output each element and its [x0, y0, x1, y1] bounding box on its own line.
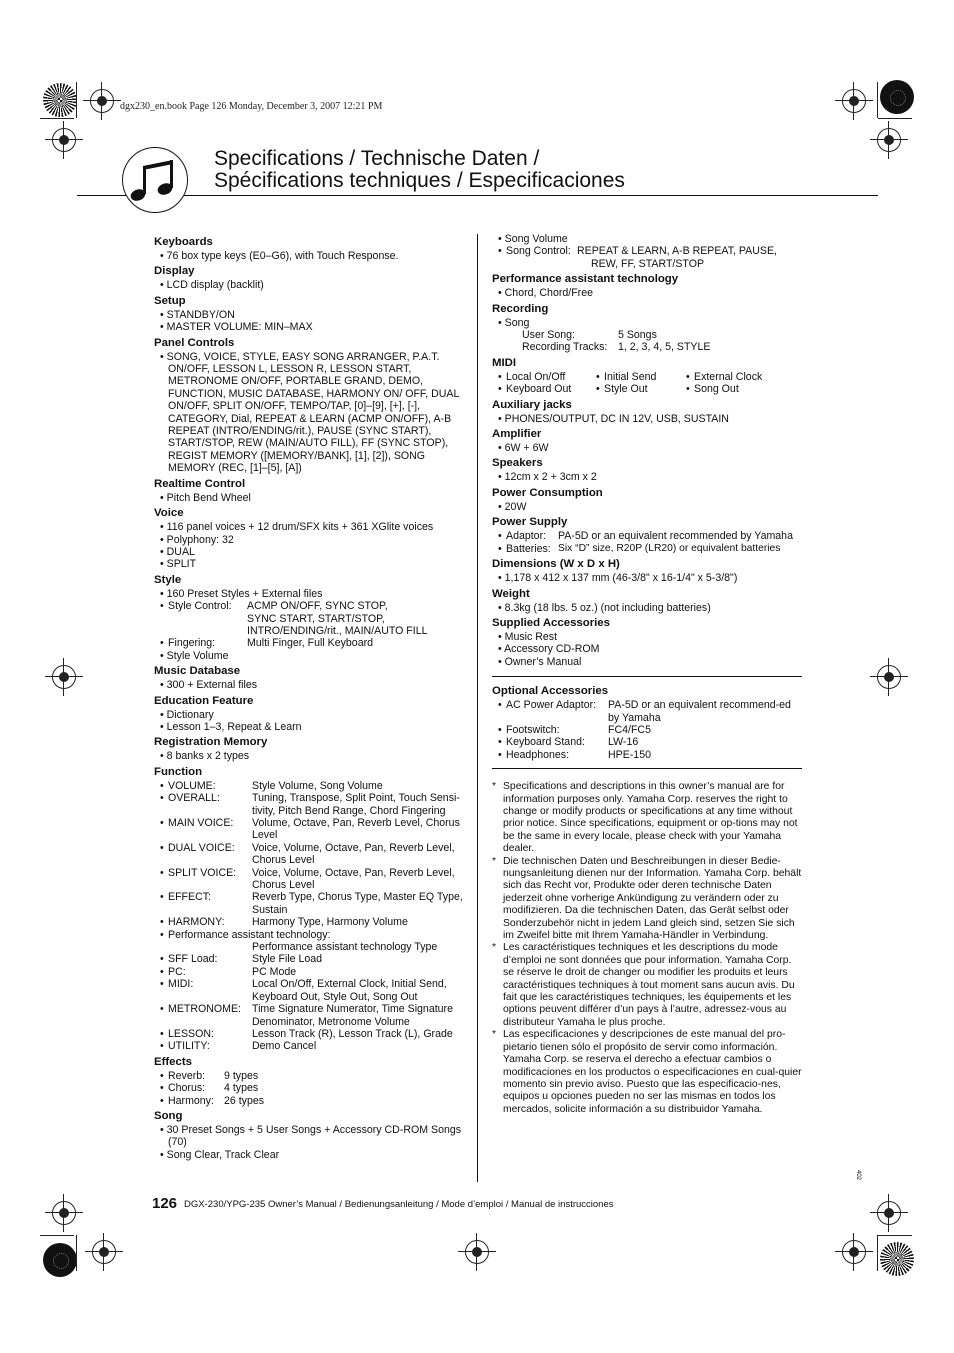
spec-item: • 12cm x 2 + 3cm x 2 [492, 471, 802, 483]
spec-row: • Fingering: Multi Finger, Full Keyboard [154, 637, 464, 649]
spec-item: • SONG, VOICE, STYLE, EASY SONG ARRANGER, P.A.T. ON/OFF, LESSON L, LESSON R, LESSON START, METRONOME ON/OFF, PORTABLE GRAND, DEMO, FUNCTION, MUSIC DATABASE, HARMONY ON/ OFF, DUAL ON/OFF, SPLIT ON/OFF, TEMPO/TAP, [0]–[9], [+], [-], CATEGORY, Dial, REPEAT & LEARN (ACMP ON/OFF), A-B REPEAT (INTRO/ENDING/rit.), PAUSE (SYNC START), START/STOP, REW (MAIN/AUTO FILL), FF (SYNC STOP), REGIST MEMORY ([MEMORY/BANK], [1], [2]), SONG MEMORY (REC, [1]–[5], [A]) [154, 351, 464, 475]
function-row: • SPLIT VOICE: Voice, Volume, Octave, Pan, Reverb Level, Chorus Level [154, 867, 464, 892]
function-row: • HARMONY: Harmony Type, Harmony Volume [154, 916, 464, 928]
title-line-1: Specifications / Technische Daten / [214, 147, 540, 170]
spec-item: • STANDBY/ON [154, 309, 464, 321]
spec-item: • 8 banks x 2 types [154, 750, 464, 762]
function-row: • UTILITY: Demo Cancel [154, 1040, 464, 1052]
spec-row: • Adaptor: PA-5D or an equivalent recommended by Yamaha [492, 530, 802, 542]
spec-item: • 76 box type keys (E0–G6), with Touch Response. [154, 250, 464, 262]
spec-row: • Style Control: ACMP ON/OFF, SYNC STOP, SYNC START, START/STOP, INTRO/ENDING/rit., MAIN/AUTO FILL [154, 600, 464, 637]
spec-item: • Lesson 1–3, Repeat & Learn [154, 721, 464, 733]
function-row: • VOLUME: Style Volume, Song Volume [154, 780, 464, 792]
spec-item: • MASTER VOLUME: MIN–MAX [154, 321, 464, 333]
section-heading: Speakers [492, 457, 543, 470]
section-heading: Power Consumption [492, 486, 603, 499]
spec-item: • Song Volume [492, 233, 802, 245]
section-heading: Weight [492, 587, 530, 600]
midi-row: • Local On/Off • Initial Send • External Clock [492, 371, 802, 383]
spec-row: • Headphones: HPE-150 [492, 749, 802, 761]
music-note-icon [122, 147, 188, 213]
spec-item: • 6W + 6W [492, 442, 802, 454]
function-row: • OVERALL: Tuning, Transpose, Split Point, Touch Sensi-tivity, Pitch Bend Range, Chord Fingering [154, 792, 464, 817]
page-number: 126 [152, 1195, 178, 1212]
effect-row: • Chorus: 4 types [154, 1082, 464, 1094]
section-heading: Music Database [154, 665, 241, 678]
section-heading: Amplifier [492, 428, 542, 441]
side-code: 402 [855, 1169, 862, 1181]
section-divider [492, 768, 802, 769]
function-row: Performance assistant technology Type [252, 941, 438, 954]
spec-item: • 116 panel voices + 12 drum/SFX kits + 361 XGlite voices [154, 521, 464, 533]
file-info: dgx230_en.book Page 126 Monday, December 3, 2007 12:21 PM [120, 101, 383, 112]
spec-item: • Chord, Chord/Free [492, 287, 802, 299]
effect-row: • Reverb: 9 types [154, 1070, 464, 1082]
spec-row: • Keyboard Stand: LW-16 [492, 736, 802, 748]
spec-item: • DUAL [154, 546, 464, 558]
section-heading: Song [154, 1109, 183, 1122]
spec-row: REW, FF, START/STOP [591, 257, 705, 270]
spec-item: • 300 + External files [154, 679, 464, 691]
disclaimer-french: * Les caractéristiques techniques et les descriptions du mode d’emploi ne sont données que pour information. Yamaha Corp. se réserve le droit de changer ou modifier les produits et leurs caractéristiques techniques à tout moment sans aucun avis. Du fait que les caractéristiques techniques, les équipements et les options peuvent différer d’un pays à l’autre, adressez-vous au distributeur Yamaha le plus proche. [492, 942, 795, 1028]
section-heading: Registration Memory [154, 736, 268, 749]
spec-item: • 20W [492, 501, 802, 513]
spec-row: Recording Tracks: 1, 2, 3, 4, 5, STYLE [522, 341, 711, 354]
spec-item: • SPLIT [154, 558, 464, 570]
disclaimer-english: * Specifications and descriptions in this owner’s manual are for information purposes only. Yamaha Corp. reserves the right to change or modify products or specifications at any time without prior notice. Since specifications, equipment or op-tions may not be the same in every locale, please check with your Yamaha dealer. [492, 781, 798, 855]
column-divider [477, 234, 478, 1182]
function-row: • MAIN VOICE: Volume, Octave, Pan, Reverb Level, Chorus Level [154, 817, 464, 842]
spec-row: • Song Control: REPEAT & LEARN, A-B REPEAT, PAUSE, [492, 245, 802, 257]
section-heading: Setup [154, 294, 186, 307]
function-row: • SFF Load: Style File Load [154, 953, 464, 965]
function-row: • METRONOME: Time Signature Numerator, Time Signature Denominator, Metronome Volume [154, 1003, 464, 1028]
spec-row: • Footswitch: FC4/FC5 [492, 724, 802, 736]
function-row: • Performance assistant technology: [154, 929, 464, 941]
spec-item: • LCD display (backlit) [154, 279, 464, 291]
title-line-2: Spécifications techniques / Especificaciones [214, 169, 625, 192]
spec-column-left [154, 233, 464, 1161]
spec-item: • PHONES/OUTPUT, DC IN 12V, USB, SUSTAIN [492, 413, 802, 425]
function-row: • MIDI: Local On/Off, External Clock, Initial Send, Keyboard Out, Style Out, Song Out [154, 978, 464, 1003]
section-heading: Function [154, 765, 203, 778]
function-row: • EFFECT: Reverb Type, Chorus Type, Master EQ Type, Sustain [154, 891, 464, 916]
section-heading: Dimensions (W x D x H) [492, 558, 620, 571]
function-row: • LESSON: Lesson Track (R), Lesson Track (L), Grade [154, 1028, 464, 1040]
section-heading: Display [154, 265, 195, 278]
spec-item: • 160 Preset Styles + External files [154, 588, 464, 600]
function-row: • PC: PC Mode [154, 966, 464, 978]
spec-row: • AC Power Adaptor: PA-5D or an equivalent recommend-ed by Yamaha [492, 699, 802, 724]
section-heading: Style [154, 573, 182, 586]
spec-item: • Song [492, 317, 802, 329]
spec-item: • 8.3kg (18 lbs. 5 oz.) (not including batteries) [492, 602, 802, 614]
spec-item: • Song Clear, Track Clear [154, 1149, 464, 1161]
section-heading: Auxiliary jacks [492, 398, 572, 411]
spec-item: • 1,178 x 412 x 137 mm (46-3/8" x 16-1/4" x 5-3/8") [492, 572, 802, 584]
spec-item: • 30 Preset Songs + 5 User Songs + Accessory CD-ROM Songs (70) [154, 1124, 464, 1149]
footer-text: DGX-230/YPG-235 Owner’s Manual / Bedienungsanleitung / Mode d’emploi / Manual de instrucciones [184, 1199, 614, 1210]
section-divider [492, 676, 802, 677]
page-title [214, 148, 625, 192]
spec-item: • Owner’s Manual [492, 656, 802, 668]
section-heading: Power Supply [492, 516, 568, 529]
section-heading: Education Feature [154, 694, 254, 707]
section-heading: Keyboards [154, 236, 213, 248]
spec-item: • Accessory CD-ROM [492, 643, 802, 655]
effect-row: • Harmony: 26 types [154, 1095, 464, 1107]
disclaimer-spanish: * Las especificaciones y descripciones de este manual del pro-pietario tienen sólo el propósito de servir como información. Yamaha Corp. se reserva el derecho a efectuar cambios o modificaciones en los productos o especificaciones en cual-quier momento sin previo aviso. Puesto que las especificacio-nes, equipos u opciones pueden no ser las mismas en todos los mercados, solicite información a su distribuidor Yamaha. [492, 1029, 802, 1115]
spec-column-right [492, 233, 802, 1116]
spec-item: • Style Volume [154, 650, 464, 662]
section-heading: Optional Accessories [492, 685, 609, 698]
section-heading: Voice [154, 507, 184, 520]
spec-item: • Pitch Bend Wheel [154, 492, 464, 504]
section-heading: Effects [154, 1055, 192, 1068]
section-heading: MIDI [492, 356, 517, 369]
spec-row: User Song: 5 Songs [522, 329, 657, 342]
function-row: • DUAL VOICE: Voice, Volume, Octave, Pan, Reverb Level, Chorus Level [154, 842, 464, 867]
spec-row: • Batteries: Six “D” size, R20P (LR20) or equivalent batteries [492, 543, 802, 555]
spec-item: • Dictionary [154, 709, 464, 721]
section-heading: Panel Controls [154, 336, 235, 349]
spec-item: • Music Rest [492, 631, 802, 643]
section-heading: Realtime Control [154, 477, 246, 490]
section-heading: Performance assistant technology [492, 273, 679, 286]
disclaimer-german: * Die technischen Daten und Beschreibungen in dieser Bedie-nungsanleitung dienen nur der Information. Yamaha Corp. behält sich das Recht vor, Produkte oder deren technische Daten jederzeit ohne vorherige Ankündigung zu verändern oder zu modifizieren. Da die technischen Daten, das Gerät selbst oder Sonderzubehör nicht in jedem Land gleich sind, setzen Sie sich im Zweifel bitte mit Ihrem Yamaha-Händler in Verbindung. [492, 855, 802, 942]
section-heading: Recording [492, 302, 549, 315]
title-rule [77, 195, 878, 196]
spec-item: • Polyphony: 32 [154, 534, 464, 546]
midi-row: • Keyboard Out • Style Out • Song Out [492, 383, 802, 395]
section-heading: Supplied Accessories [492, 616, 610, 629]
